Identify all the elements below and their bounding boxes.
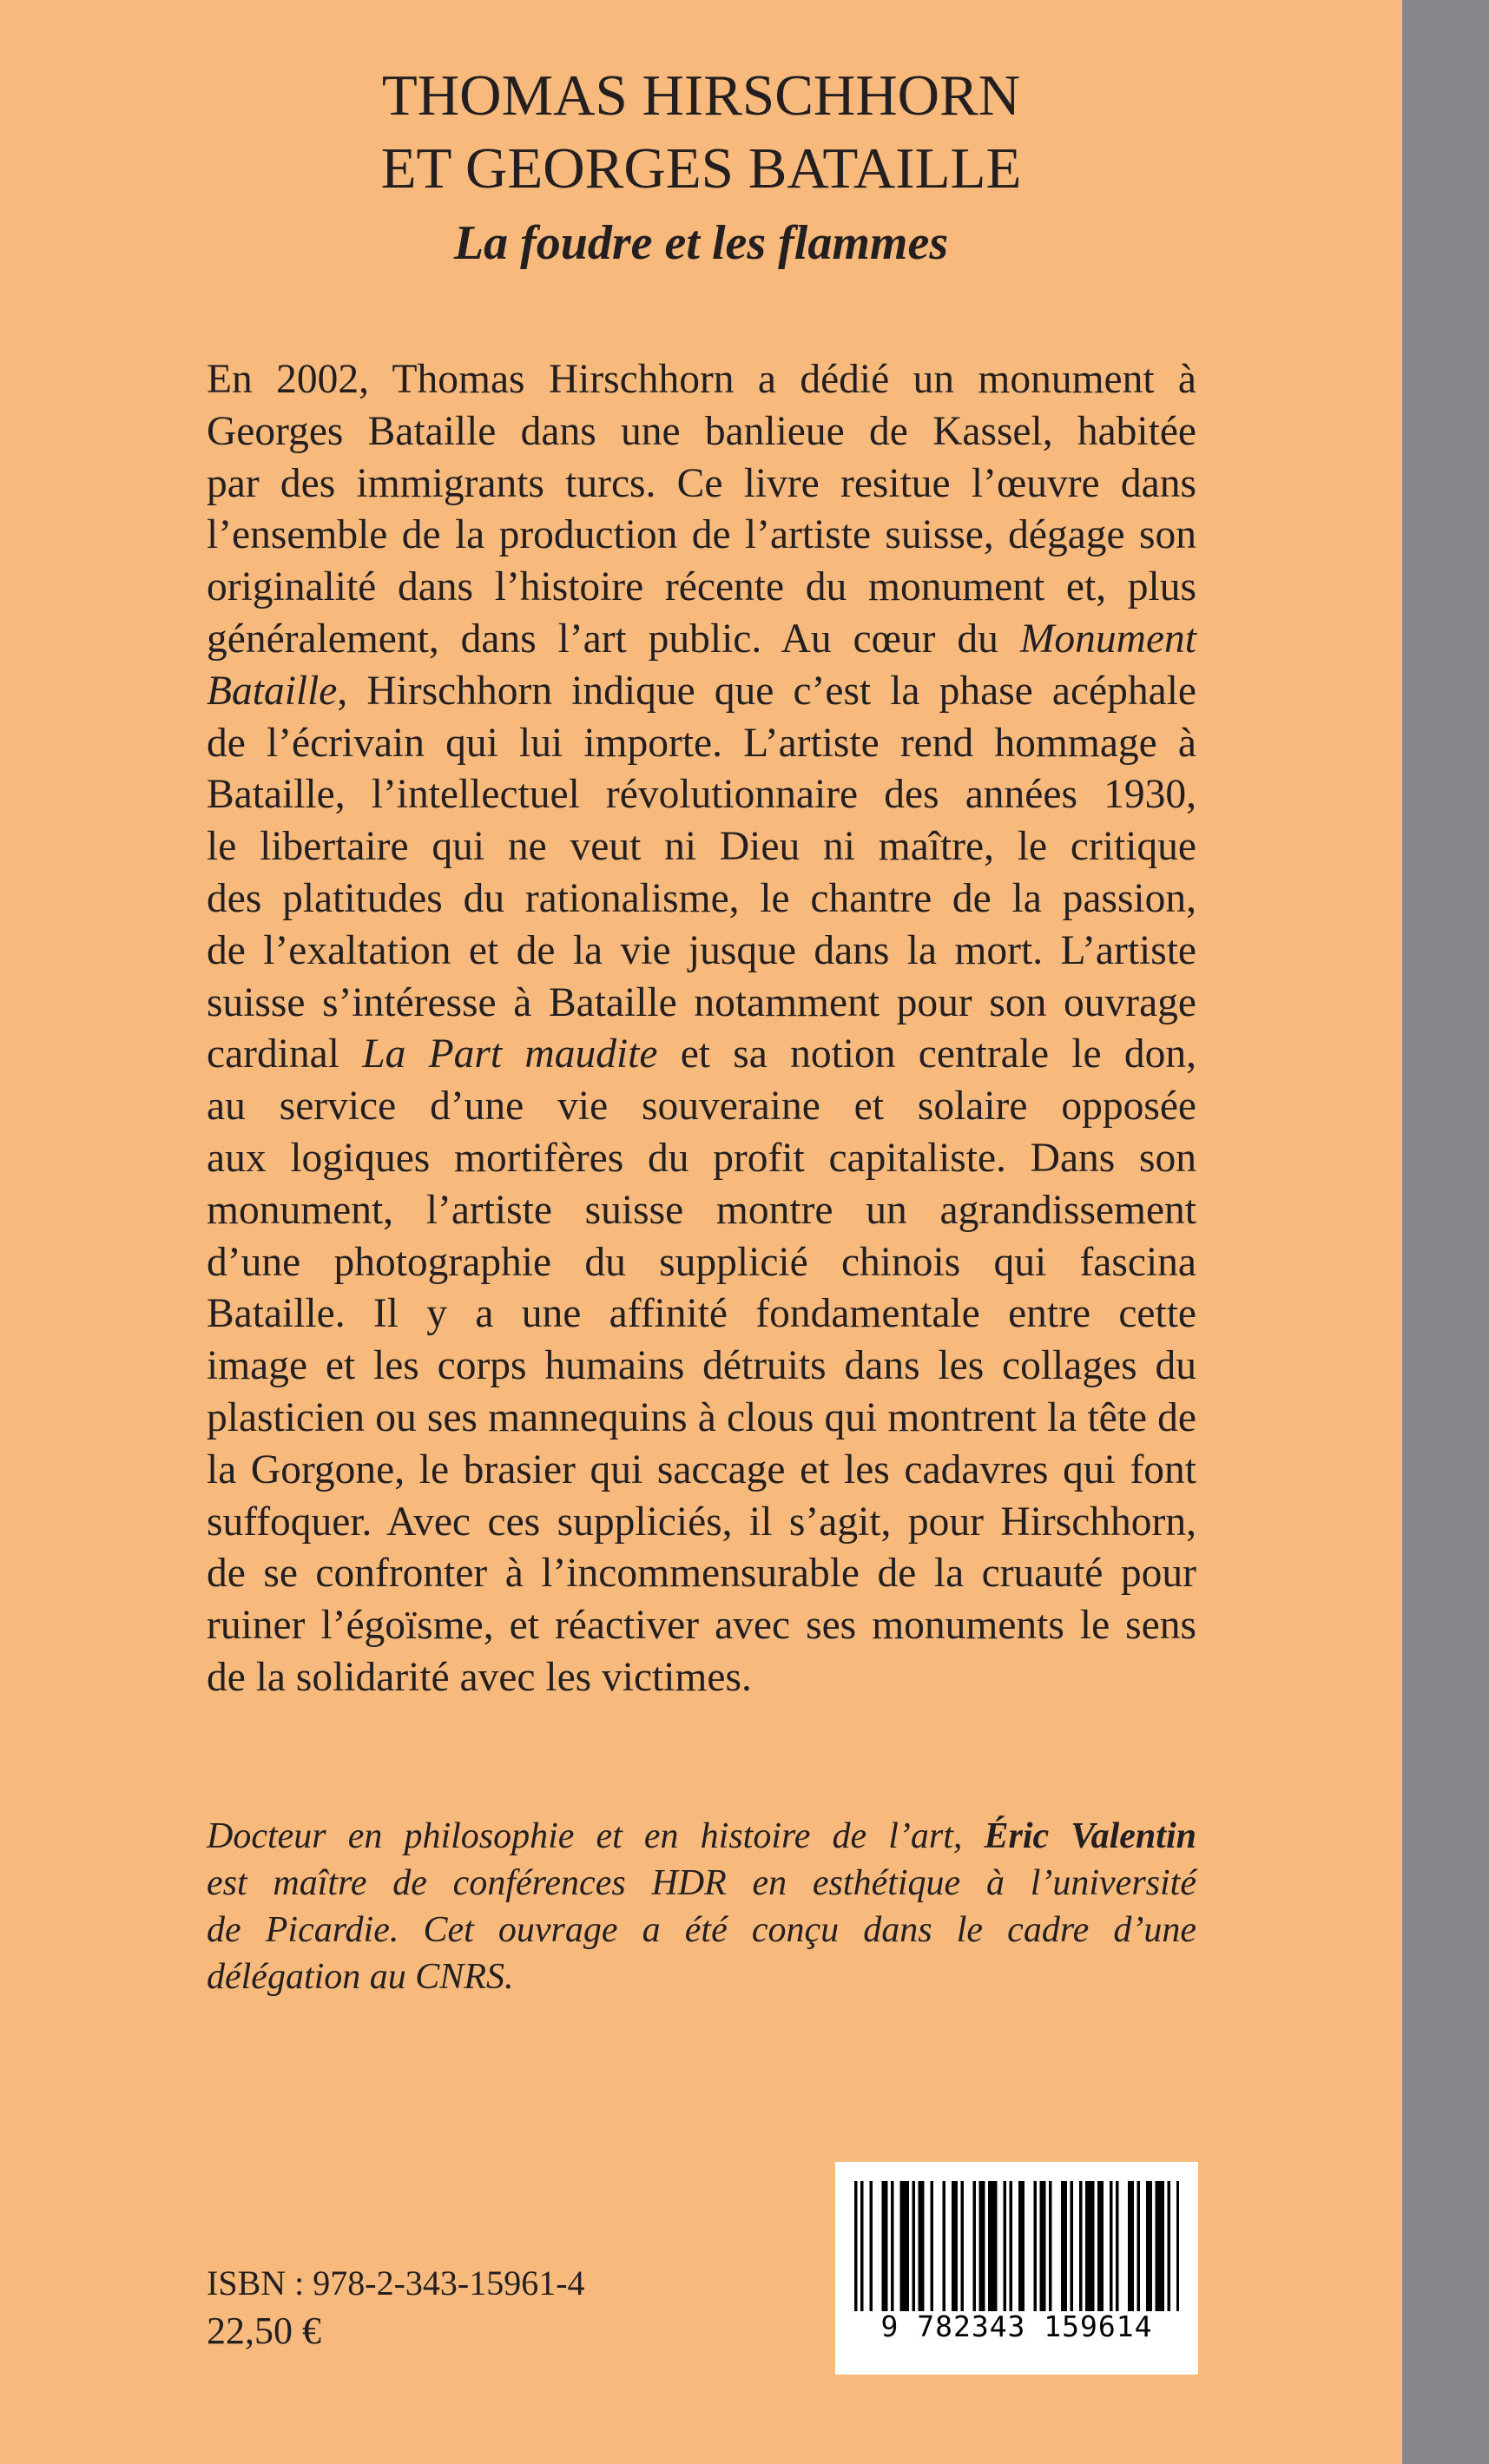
blurb-line: Bataille, l’intellectuel révolutionnaire des années 1930, bbox=[207, 772, 1196, 818]
barcode-bar bbox=[860, 2181, 864, 2311]
blurb-line: monument, l’artiste suisse montre un agrandissement bbox=[207, 1187, 1196, 1233]
blurb-line bbox=[207, 1029, 1196, 1081]
blurb-line: plasticien ou ses mannequins à clous qui montrent la tête de bbox=[207, 1394, 1196, 1440]
blurb-line: des platitudes du rationalisme, le chantre de la passion, bbox=[207, 875, 1196, 921]
bio-line bbox=[207, 1813, 1196, 1860]
barcode-bar bbox=[931, 2181, 934, 2311]
blurb-line: de se confronter à l’incommensurable de la cruauté pour bbox=[207, 1551, 1196, 1597]
blurb-line: par des immigrants turcs. Ce livre resitue l’œuvre dans bbox=[207, 460, 1196, 506]
barcode-bar bbox=[1116, 2181, 1119, 2311]
blurb-text: , Hirschhorn indique que c’est la phase acéphale bbox=[337, 668, 1196, 714]
blurb-line: image et les corps humains détruits dans les collages du bbox=[207, 1343, 1196, 1389]
blurb-line: la Gorgone, le brasier qui saccage et les cadavres qui font bbox=[207, 1446, 1196, 1492]
blurb-line: aux logiques mortifères du profit capitaliste. Dans son bbox=[207, 1135, 1196, 1181]
barcode-bars bbox=[854, 2181, 1179, 2311]
blurb-line: d’une photographie du supplicié chinois qui fascina bbox=[207, 1239, 1196, 1285]
author-name: Éric Valentin bbox=[984, 1816, 1196, 1856]
isbn: ISBN : 978-2-343-15961-4 bbox=[207, 2263, 585, 2303]
barcode-bar bbox=[891, 2181, 894, 2311]
barcode-bar bbox=[1049, 2181, 1052, 2311]
blurb-line: En 2002, Thomas Hirschhorn a dédié un monument à bbox=[207, 357, 1196, 402]
blurb-line: suffoquer. Avec ces suppliciés, il s’agit, pour Hirschhorn, bbox=[207, 1499, 1196, 1545]
title-line-1: THOMAS HIRSCHHORN bbox=[381, 63, 1021, 128]
barcode-bar bbox=[1128, 2181, 1134, 2311]
blurb-line: de l’exaltation et de la vie jusque dans la mort. L’artiste bbox=[207, 927, 1196, 973]
barcode-bar bbox=[979, 2181, 985, 2311]
subtitle: La foudre et les flammes bbox=[453, 216, 949, 270]
barcode-bar bbox=[988, 2181, 998, 2311]
blurb-line: le libertaire qui ne veut ni Dieu ni maître, le critique bbox=[207, 824, 1196, 870]
blurb-italic-part-maudite: La Part maudite bbox=[362, 1031, 658, 1077]
blurb-line: ruiner l’égoïsme, et réactiver avec ses monuments le sens bbox=[207, 1603, 1196, 1649]
barcode-bar bbox=[1071, 2181, 1074, 2311]
blurb-line: l’ensemble de la production de l’artiste suisse, dégage son bbox=[207, 512, 1196, 558]
blurb-line: suisse s’intéresse à Bataille notamment pour son ouvrage bbox=[207, 979, 1196, 1025]
price: 22,50 € bbox=[207, 2309, 321, 2352]
barcode-bar bbox=[913, 2181, 916, 2311]
bio-text: Docteur en philosophie et en histoire de l’art, bbox=[207, 1816, 985, 1856]
barcode-bar bbox=[882, 2181, 888, 2311]
barcode-bar bbox=[1110, 2181, 1113, 2311]
barcode-bar bbox=[870, 2181, 873, 2311]
blurb-text: généralement, dans l’art public. Au cœur du bbox=[207, 616, 1020, 662]
blurb-line bbox=[207, 666, 1196, 718]
barcode-digits: 9 782343 159614 bbox=[880, 2309, 1153, 2343]
barcode-bar bbox=[973, 2181, 977, 2311]
barcode-bar bbox=[1156, 2181, 1165, 2311]
blurb-line: Georges Bataille dans une banlieue de Kassel, habitée bbox=[207, 408, 1196, 454]
barcode-bar bbox=[1097, 2181, 1104, 2311]
barcode-bar bbox=[961, 2181, 965, 2311]
barcode-bar bbox=[1146, 2181, 1152, 2311]
barcode-bar bbox=[1040, 2181, 1046, 2311]
barcode-bar bbox=[1018, 2181, 1025, 2311]
barcode-bar bbox=[1004, 2181, 1007, 2311]
barcode-bar bbox=[1061, 2181, 1067, 2311]
barcode bbox=[835, 2162, 1198, 2375]
barcode-bar bbox=[1168, 2181, 1171, 2311]
bio-line: de Picardie. Cet ouvrage a été conçu dans le cadre d’une bbox=[207, 1910, 1196, 1950]
barcode-bar bbox=[1137, 2181, 1141, 2311]
barcode-bar bbox=[1079, 2181, 1083, 2311]
blurb bbox=[207, 354, 1196, 1704]
barcode-bar bbox=[1085, 2181, 1095, 2311]
barcode-bar bbox=[900, 2181, 910, 2311]
barcode-bar bbox=[952, 2181, 958, 2311]
blurb-text: et sa notion centrale le don, bbox=[657, 1031, 1196, 1077]
barcode-bar bbox=[943, 2181, 946, 2311]
barcode-bar bbox=[1010, 2181, 1013, 2311]
title-block bbox=[0, 59, 1402, 274]
blurb-line: au service d’une vie souveraine et solaire opposée bbox=[207, 1084, 1196, 1130]
barcode-bar bbox=[854, 2181, 858, 2311]
spine-band bbox=[1402, 0, 1489, 2464]
barcode-bar bbox=[1176, 2181, 1179, 2311]
blurb-line: de la solidarité avec les victimes. bbox=[207, 1654, 752, 1700]
title-line-2: ET GEORGES BATAILLE bbox=[380, 136, 1022, 201]
blurb-italic-monument: Monument bbox=[1019, 616, 1196, 662]
blurb-line: originalité dans l’histoire récente du monument et, plus bbox=[207, 564, 1196, 610]
blurb-text: cardinal bbox=[207, 1031, 363, 1077]
bio-line: délégation au CNRS. bbox=[207, 1957, 514, 1997]
bio-line: est maître de conférences HDR en esthétique à l’université bbox=[207, 1863, 1196, 1903]
author-bio bbox=[207, 1813, 1196, 2000]
blurb-line: de l’écrivain qui lui importe. L’artiste rend hommage à bbox=[207, 720, 1196, 766]
barcode-bar bbox=[919, 2181, 925, 2311]
blurb-italic-bataille: Bataille bbox=[207, 668, 338, 714]
blurb-line: Bataille. Il y a une affinité fondamentale entre cette bbox=[207, 1291, 1196, 1337]
blurb-line bbox=[207, 614, 1196, 666]
barcode-bar bbox=[1034, 2181, 1038, 2311]
